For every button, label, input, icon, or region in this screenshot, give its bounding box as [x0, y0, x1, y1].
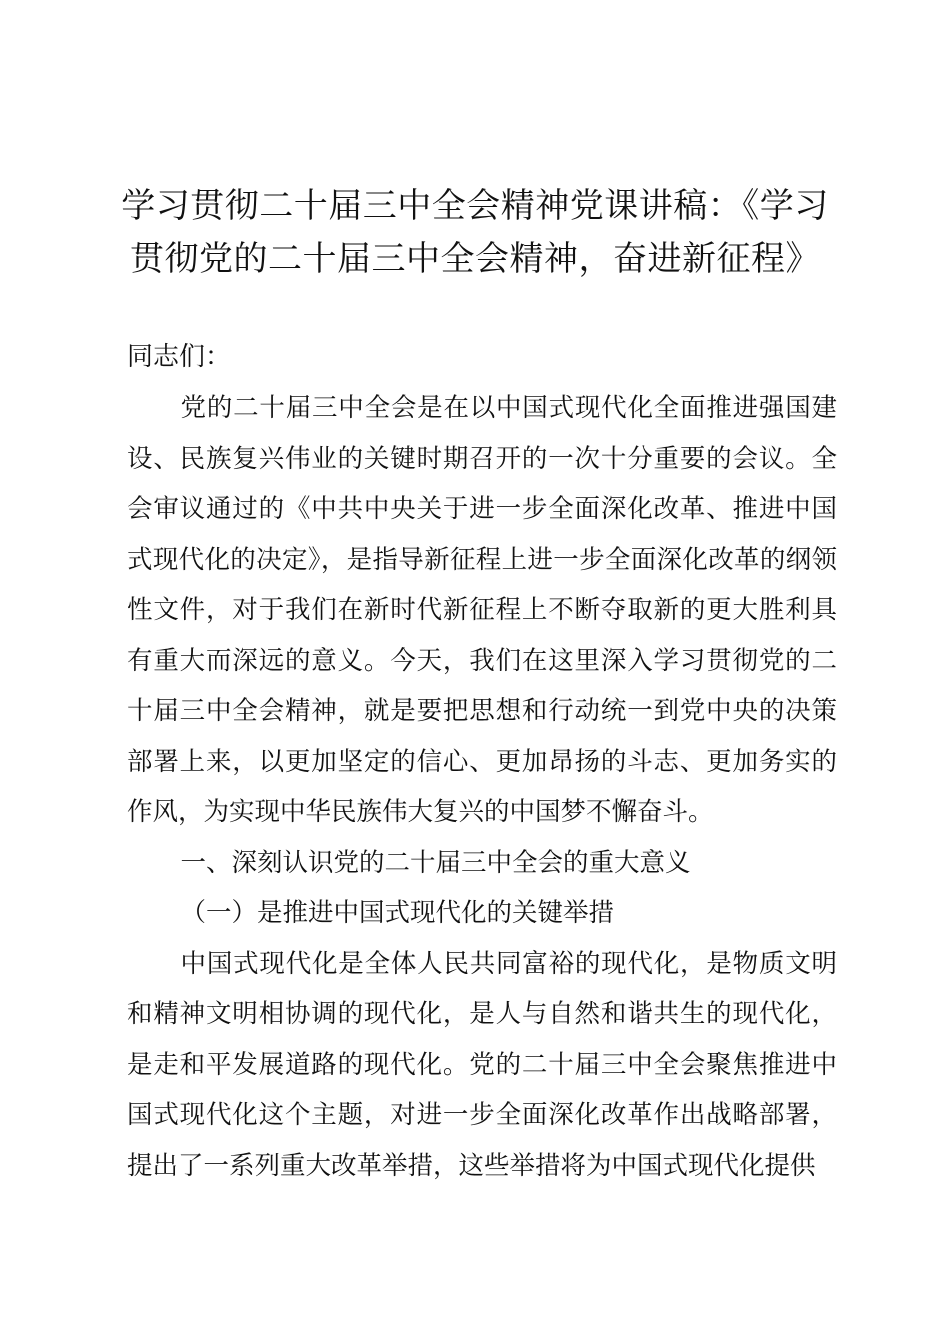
intro-paragraph: 党的二十届三中全会是在以中国式现代化全面推进强国建设、民族复兴伟业的关键时期召开的一次十分重要的会议。全会审议通过的《中共中央关于进一步全面深化改革、推进中国式现代化的决定》，是指导新征程上进一步全面深化改革的纲领性文件，对于我们在新时代新征程上不断夺取新的更大胜利具有重大而深远的意义。今天，我们在这里深入学习贯彻党的二十届三中全会精神，就是要把思想和行动统一到党中央的决策部署上来，以更加坚定的信心、更加昂扬的斗志、更加务实的作风，为实现中华民族伟大复兴的中国梦不懈奋斗。 [127, 393, 837, 827]
document-body [127, 383, 837, 1191]
greeting: 同志们： [127, 342, 232, 372]
section-heading: 一、深刻认识党的二十届三中全会的重大意义 [180, 847, 691, 878]
body-paragraph: 中国式现代化是全体人民共同富裕的现代化，是物质文明和精神文明相协调的现代化，是人与自然和谐共生的现代化，是走和平发展道路的现代化。党的二十届三中全会聚焦推进中国式现代化这个主题，对进一步全面深化改革作出战略部署，提出了一系列重大改革举措，这些举措将为中国式现代化提供 [127, 948, 837, 1181]
document-title: 学习贯彻二十届三中全会精神党课讲稿：《学习贯彻党的二十届三中全会精神，奋进新征程》 [121, 186, 829, 279]
subsection-heading: （一）是推进中国式现代化的关键举措 [180, 898, 615, 928]
